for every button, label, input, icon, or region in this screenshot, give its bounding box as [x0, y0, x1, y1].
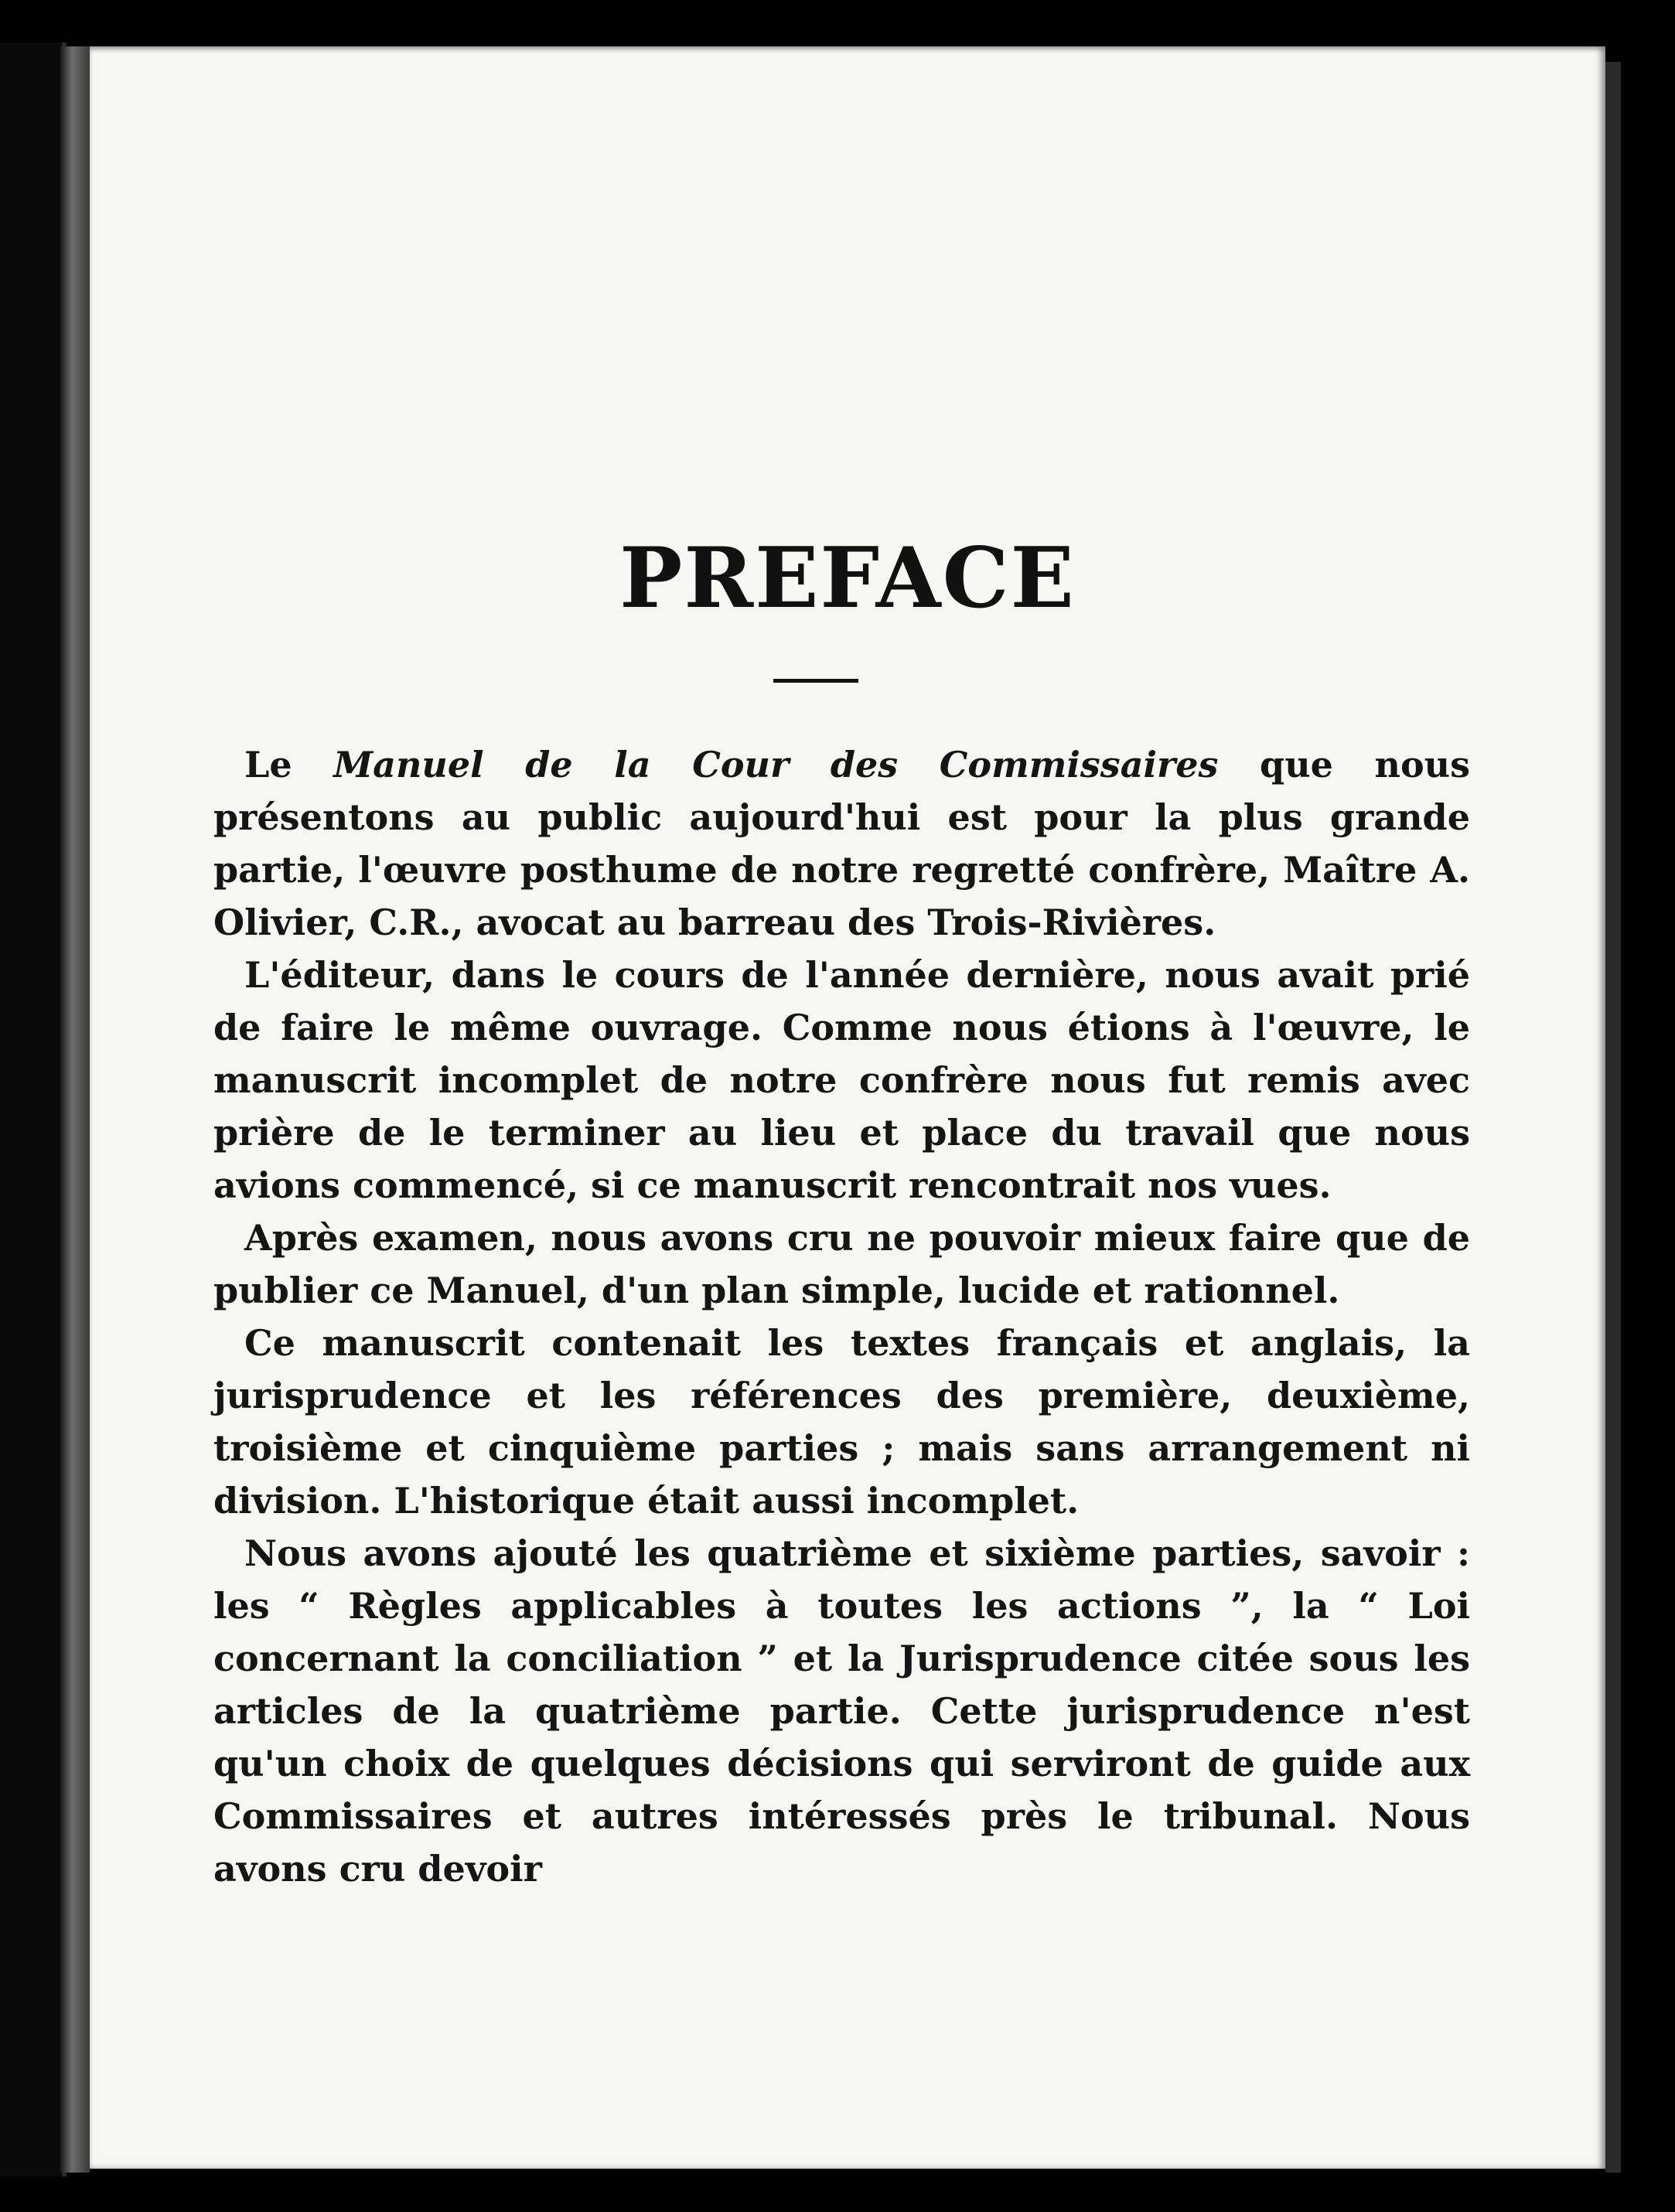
book-page: [90, 46, 1605, 2169]
paragraph-1-title: Manuel de la Cour des Commissaires: [333, 744, 1219, 786]
paragraph-1: [213, 738, 1470, 949]
paragraph-5: Nous avons ajouté les quatrième et sixième parties, savoir : les “ Règles applicables à toutes les actions ”, la “ Loi concernant la conciliation ” et la Jurisprudence citée sous les articles de la quatrième partie. Cette jurisprudence n'est qu'un choix de quelques décisions qui serviront de guide aux Commissaires et autres intéressés près le tribunal. Nous avons cru devoir: [213, 1532, 1470, 1890]
preface-body: [213, 738, 1470, 1895]
heading-rule: [773, 679, 858, 683]
paragraph-3: Après examen, nous avons cru ne pouvoir mieux faire que de publier ce Manuel, d'un plan simple, lucide et rationnel.: [213, 1217, 1470, 1311]
paragraph-2: L'éditeur, dans le cours de l'année dernière, nous avait prié de faire le même ouvrage. Comme nous étions à l'œuvre, le manuscrit incomplet de notre confrère nous fut remis avec prière de le terminer au lieu et place du travail que nous avions commencé, si ce manuscrit rencontrait nos vues.: [213, 954, 1470, 1206]
right-page-edge: [1605, 62, 1621, 2173]
page-heading: PREFACE: [619, 530, 1076, 627]
book-spine: [60, 46, 90, 2173]
paragraph-1-after: que nous présentons au public aujourd'hui est pour la plus grande partie, l'œuvre posthume de notre regretté confrère, Maître A. Olivier, C.R., avocat au barreau des Trois-Rivières.: [213, 744, 1471, 943]
paragraph-1-before: Le: [244, 744, 334, 786]
left-page-edge: [0, 43, 67, 2176]
paragraph-4: Ce manuscrit contenait les textes français et anglais, la jurisprudence et les références des première, deuxième, troisième et cinquième parties ; mais sans arrangement ni division. L'historique était aussi incomplet.: [213, 1322, 1470, 1522]
